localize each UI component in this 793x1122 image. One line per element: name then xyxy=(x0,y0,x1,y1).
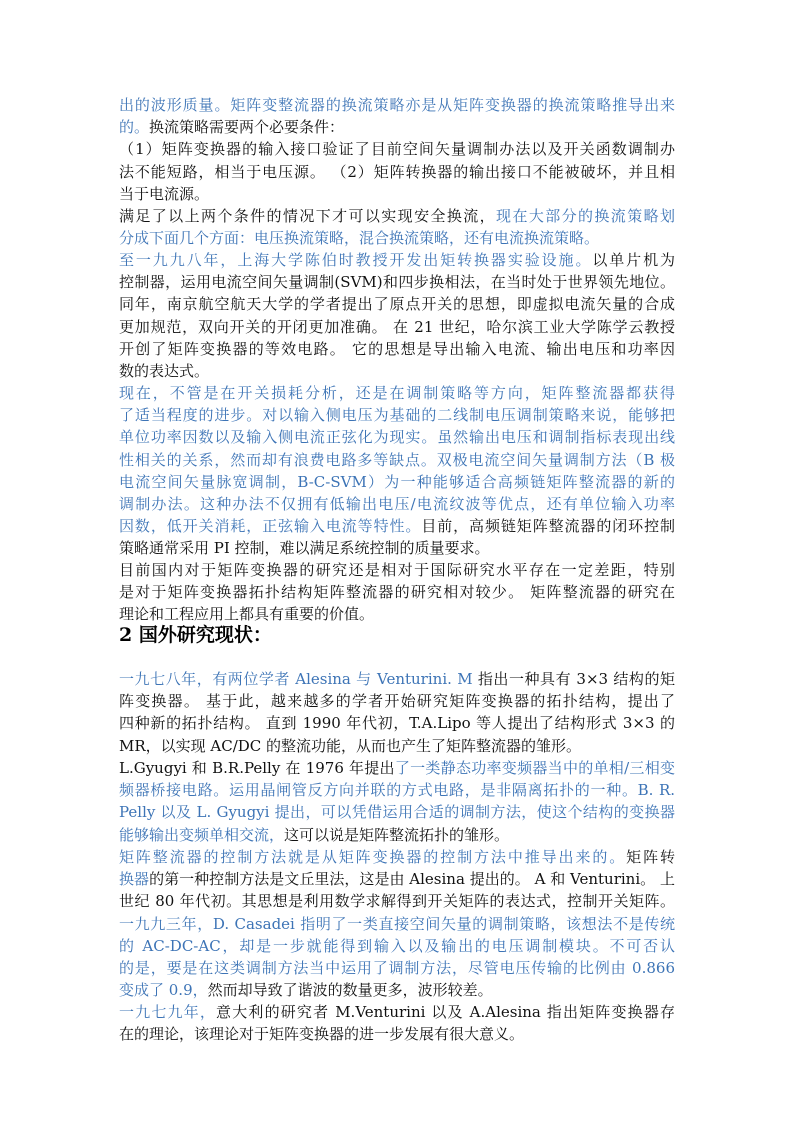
text-line xyxy=(119,1001,675,1023)
paragraph-domestic-history xyxy=(119,249,675,382)
text-run: 意大利的研究者 M.Venturini 以及 A.Alesina 指出矩阵变换器存 xyxy=(216,1003,675,1021)
text-line xyxy=(119,979,675,1001)
text-line: 在的理论，该理论对于矩阵变换器的进一步发展有很大意义。 xyxy=(119,1025,525,1044)
highlighted-text: 换器 xyxy=(119,870,150,889)
text-line xyxy=(119,94,675,116)
text-line: 电流空间矢量脉宽调制，B-C-SVM）为一种能够适合高频链矩阵整流器的新的 xyxy=(119,472,675,491)
paragraph-venturini-alesina xyxy=(119,1001,675,1045)
text-line xyxy=(119,116,675,138)
text-run: 指出一种具有 3×3 结构的矩 xyxy=(472,670,675,688)
text-run: 的第一种控制方法是文丘里法，这是由 Alesina 提出的。 A 和 Venturini。 上 xyxy=(149,870,675,889)
text-line: 世纪 80 年代初。其思想是利用数学求解得到开关矩阵的表达式，控制开关矩阵。 xyxy=(119,892,675,911)
highlighted-text: 一九七八年，有两位学者 Alesina 与 Venturini. M xyxy=(119,670,473,688)
highlighted-text: 至一九九八年，上海大学陈伯时教授开发出矩转换器实验设施。 xyxy=(119,251,593,269)
text-line: 单位功率因数以及输入侧电流正弦化为现实。虽然输出电压和调制指标表现出线 xyxy=(119,428,675,447)
text-run: 然而却导致了谐波的数量更多，波形较差。 xyxy=(207,981,493,1000)
paragraph-control-methods xyxy=(119,846,675,1001)
text-run: 换流策略需要两个必要条件： xyxy=(149,118,345,137)
text-line xyxy=(119,205,675,227)
highlighted-text: 能够输出变频单相交流， xyxy=(119,825,285,844)
highlighted-text: 一九七九年， xyxy=(119,1003,217,1021)
text-line: 开创了矩阵变换器的等效电路。 它的思想是导出输入电流、输出电压和功率因 xyxy=(119,339,675,358)
text-line: 的 AC-DC-AC，却是一步就能得到输入以及输出的电压调制模块。不可否认 xyxy=(119,936,675,955)
text-line: 同年，南京航空航天大学的学者提出了原点开关的思想，即虚拟电流矢量的合成 xyxy=(119,295,675,314)
highlighted-text: 的。 xyxy=(119,118,150,137)
highlighted-text: 了一类静态功率变频器当中的单相/三相变 xyxy=(394,759,675,777)
text-line: 性相关的关系，然而却有浪费电路多等缺点。双极电流空间矢量调制方法（B 极 xyxy=(119,450,675,469)
text-line: 更加规范，双向开关的开闭更加准确。 在 21 世纪，哈尔滨工业大学陈学云教授 xyxy=(119,317,675,336)
text-line: 目前国内对于矩阵变换器的研究还是相对于国际研究水平存在一定差距，特别 xyxy=(119,561,675,579)
text-line: 频器桥接电路。运用晶闸管反方向并联的方式电路，是非隔离拓扑的一种。B. R. xyxy=(119,781,675,800)
text-line: 理论和工程应用上都具有重要的价值。 xyxy=(119,605,375,624)
text-line: 是对于矩阵变换器拓扑结构矩阵整流器的研究相对较少。 矩阵整流器的研究在 xyxy=(119,583,675,602)
text-line xyxy=(119,757,675,779)
highlighted-text: 现在大部分的换流策略划 xyxy=(496,207,675,225)
text-line xyxy=(119,846,675,868)
text-line xyxy=(119,868,675,890)
text-line: 了适当程度的进步。对以输入侧电压为基础的二线制电压调制策略来说，能够把 xyxy=(119,406,675,425)
text-line: 现在，不管是在开关损耗分析，还是在调制策略等方向，矩阵整流器都获得 xyxy=(119,384,675,402)
text-line xyxy=(119,515,675,537)
text-line: 法不能短路，相当于电压源。 （2）矩阵转换器的输出接口不能被破坏，并且相 xyxy=(119,162,675,181)
paragraph-foreign-origin xyxy=(119,668,675,757)
highlighted-text: 一九九三年，D. Casadei 指明了一类直接空间矢量的调制策略，该想法不是传统 xyxy=(119,914,675,933)
text-line: 阵变换器。 基于此，越来越多的学者开始研究矩阵变换器的拓扑结构，提出了 xyxy=(119,692,675,711)
highlighted-text: 出的波形质量。矩阵变整流器的换流策略亦是从矩阵变换器的换流策略推导出来 xyxy=(119,96,675,114)
text-line xyxy=(119,801,675,823)
highlighted-text: Pelly 以及 L. Gyugyi 提出，可以凭借运用合适的调制方法，使这个结构的变换器 xyxy=(119,803,675,822)
text-line: 控制器，运用电流空间矢量调制(SVM)和四步换相法，在当时处于世界领先地位。 xyxy=(119,273,675,292)
text-run: 矩阵转 xyxy=(626,848,675,866)
paragraph-modulation-progress xyxy=(119,382,675,560)
text-line xyxy=(119,249,675,271)
text-line: 分成下面几个方面：电压换流策略，混合换流策略，还有电流换流策略。 xyxy=(119,229,600,248)
text-line xyxy=(119,668,675,690)
paragraph-gyugyi-pelly xyxy=(119,757,675,846)
text-run: 满足了以上两个条件的情况下才可以实现安全换流， xyxy=(119,207,497,225)
text-line: 调制办法。这种办法不仅拥有低输出电压/电流纹波等优点，还有单位输入功率 xyxy=(119,495,675,514)
text-run: 这可以说是矩阵整流拓扑的雏形。 xyxy=(284,825,510,844)
section-heading: 2 国外研究现状： xyxy=(119,624,272,646)
text-line: MR，以实现 AC/DC 的整流功能，从而也产生了矩阵整流器的雏形。 xyxy=(119,736,582,755)
text-run: 目前，高频链矩阵整流器的闭环控制 xyxy=(421,517,675,536)
text-line: 的是，要是在这类调制方法当中运用了调制方法，尽管电压传输的比例由 0.866 xyxy=(119,959,675,978)
paragraph-commutation-strategies xyxy=(119,205,675,249)
paragraph-commutation-conditions xyxy=(119,94,675,205)
highlighted-text: 矩阵整流器的控制方法就是从矩阵变换器的控制方法中推导出来的。 xyxy=(119,848,627,866)
text-run: L.Gyugyi 和 B.R.Pelly 在 1976 年提出 xyxy=(119,759,395,777)
text-line: 四种新的拓扑结构。 直到 1990 年代初，T.A.Lipo 等人提出了结构形式 3×3 的 xyxy=(119,714,675,733)
paragraph-domestic-gap xyxy=(119,559,675,626)
text-line: （1）矩阵变换器的输入接口验证了目前空间矢量调制办法以及开关函数调制办 xyxy=(119,140,675,159)
text-line: 策略通常采用 PI 控制，难以满足系统控制的质量要求。 xyxy=(119,539,490,558)
text-line: 当于电流源。 xyxy=(119,184,210,203)
text-line xyxy=(119,824,675,846)
highlighted-text: 变成了 0.9， xyxy=(119,981,208,1000)
highlighted-text: 因数，低开关消耗，正弦输入电流等特性。 xyxy=(119,517,422,536)
text-line xyxy=(119,913,675,935)
text-run: 以单片机为 xyxy=(592,251,675,269)
text-line: 数的表达式。 xyxy=(119,362,210,381)
